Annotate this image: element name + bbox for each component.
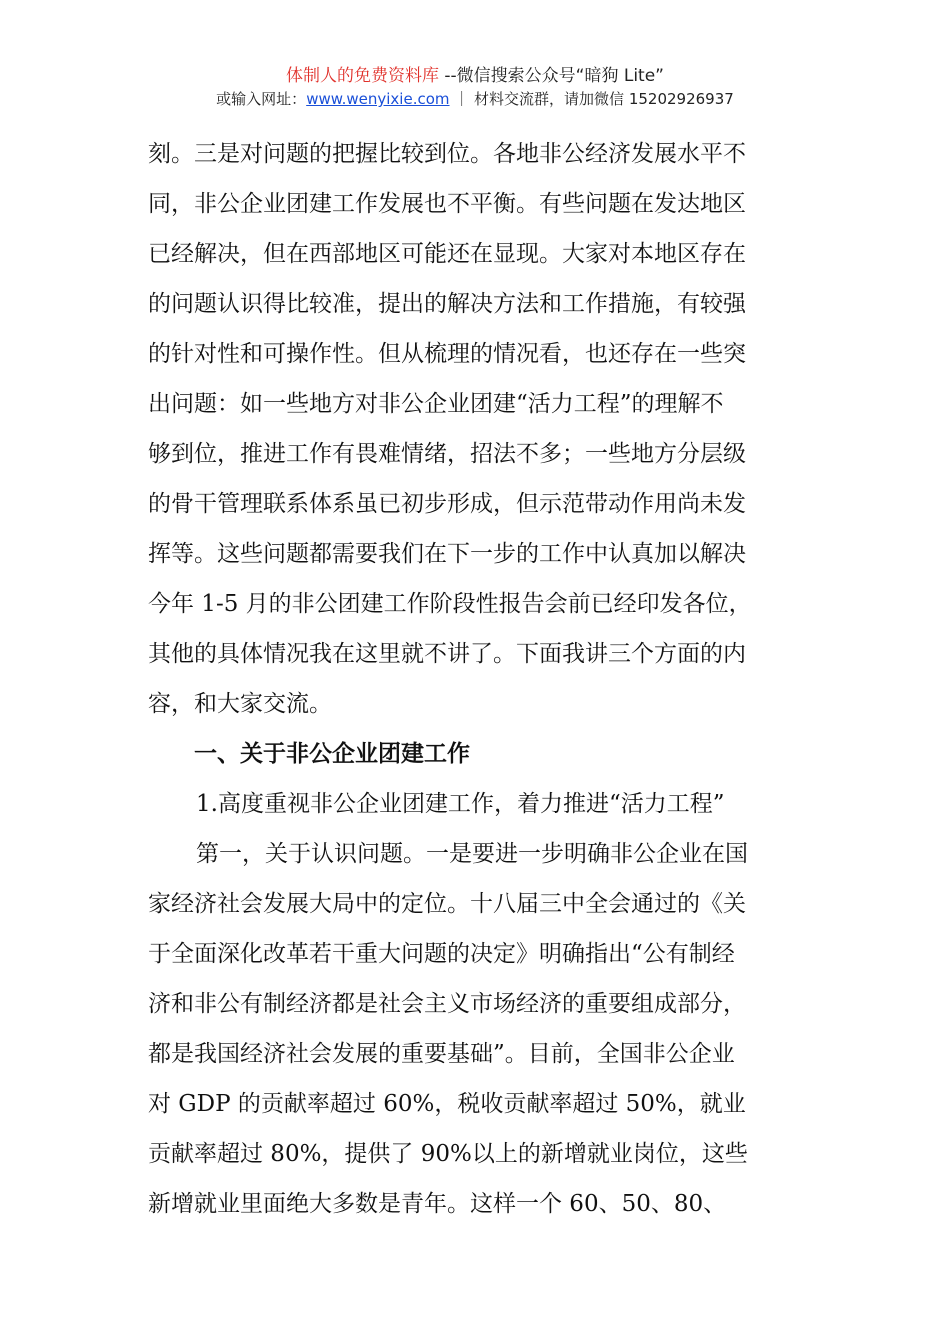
paragraph-line: 同，非公企业团建工作发展也不平衡。有些问题在发达地区 <box>148 191 746 217</box>
paragraph-line: 挥等。这些问题都需要我们在下一步的工作中认真加以解决 <box>148 541 746 567</box>
paragraph-line: 的问题认识得比较准，提出的解决方法和工作措施，有较强 <box>148 291 746 317</box>
paragraph-line: 的针对性和可操作性。但从梳理的情况看，也还存在一些突 <box>148 341 746 367</box>
paragraph-line: 贡献率超过 80%，提供了 90%以上的新增就业岗位，这些 <box>148 1141 748 1167</box>
paragraph-line: 对 GDP 的贡献率超过 60%，税收贡献率超过 50%，就业 <box>148 1091 746 1117</box>
paragraph-line: 刻。三是对问题的把握比较到位。各地非公经济发展水平不 <box>148 141 746 167</box>
paragraph-line: 济和非公有制经济都是社会主义市场经济的重要组成部分， <box>148 991 746 1017</box>
paragraph-line: 今年 1-5 月的非公团建工作阶段性报告会前已经印发各位， <box>148 591 752 617</box>
paragraph-line: 于全面深化改革若干重大问题的决定》明确指出“公有制经 <box>148 941 735 967</box>
paragraph-line: 新增就业里面绝大多数是青年。这样一个 60、50、80、 <box>148 1191 727 1217</box>
paragraph-line: 已经解决，但在西部地区可能还在显现。大家对本地区存在 <box>148 241 746 267</box>
paragraph-line: 够到位，推进工作有畏难情绪，招法不多；一些地方分层级 <box>148 441 746 467</box>
paragraph-line: 都是我国经济社会发展的重要基础”。目前，全国非公企业 <box>148 1041 735 1067</box>
subheading: 1.高度重视非公企业团建工作，着力推进“活力工程” <box>196 791 725 817</box>
paragraph-line: 其他的具体情况我在这里就不讲了。下面我讲三个方面的内 <box>148 641 746 667</box>
paragraph-line: 家经济社会发展大局中的定位。十八届三中全会通过的《关 <box>148 891 746 917</box>
header-tagline: --微信搜索公众号“暗狗 Lite” <box>438 66 664 86</box>
paragraph-line: 容，和大家交流。 <box>148 691 332 717</box>
header-contact-line <box>0 88 950 110</box>
paragraph-line: 的骨干管理联系体系虽已初步形成，但示范带动作用尚未发 <box>148 491 746 517</box>
header-banner <box>0 64 950 88</box>
section-heading: 一、关于非公企业团建工作 <box>194 741 470 767</box>
brand-title: 体制人的免费资料库 <box>285 66 439 86</box>
paragraph-line: 出问题：如一些地方对非公企业团建“活力工程”的理解不 <box>148 391 724 417</box>
url-prefix: 或输入网址： <box>216 90 307 108</box>
contact-info: ｜ 材料交流群，请加微信 15202926937 <box>449 90 734 108</box>
page-header <box>0 64 950 110</box>
document-body <box>148 133 808 1233</box>
paragraph-line: 第一，关于认识问题。一是要进一步明确非公企业在国 <box>196 841 748 867</box>
website-link[interactable]: www.wenyixie.com <box>306 90 450 108</box>
